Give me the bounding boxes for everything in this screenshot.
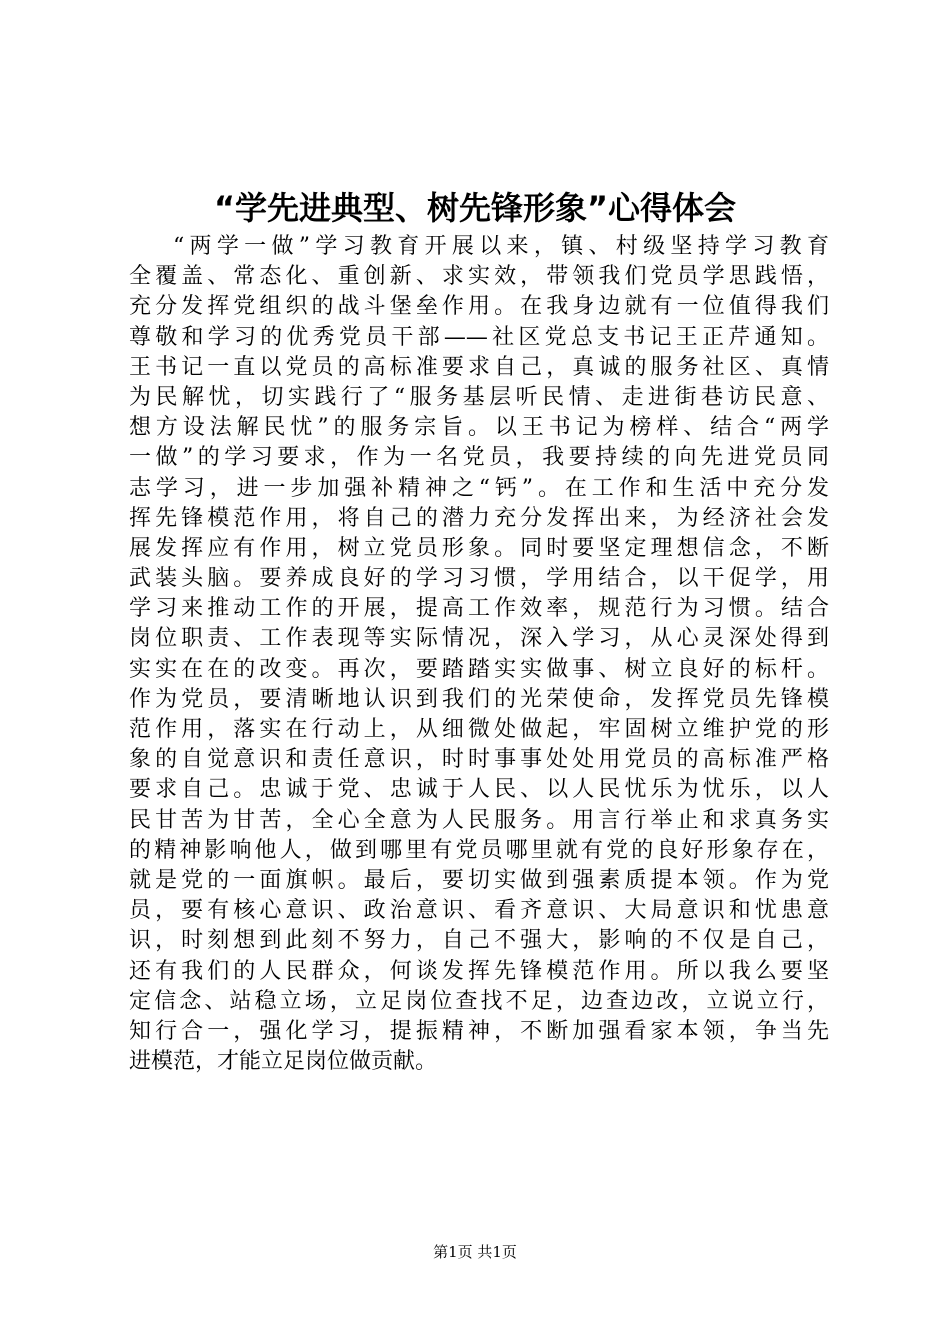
body-line: 作为党员，要清晰地认识到我们的光荣使命，发挥党员先锋模 bbox=[129, 686, 829, 712]
body-line: 武装头脑。要养成良好的学习习惯，学用结合，以干促学，用 bbox=[129, 566, 829, 592]
body-line: 全覆盖、常态化、重创新、求实效，带领我们党员学思践悟， bbox=[129, 264, 829, 290]
body-line: 定信念、站稳立场，立足岗位查找不足，边查边改，立说立行， bbox=[129, 988, 829, 1014]
body-line: 展发挥应有作用，树立党员形象。同时要坚定理想信念，不断 bbox=[129, 535, 829, 561]
body-line: 王书记一直以党员的高标准要求自己，真诚的服务社区、真情 bbox=[129, 354, 829, 380]
body-line: 为民解忧，切实践行了“服务基层听民情、走进街巷访民意、 bbox=[129, 384, 829, 410]
body-line: 想方设法解民忧”的服务宗旨。以王书记为榜样、结合“两学 bbox=[129, 415, 829, 441]
body-line: 挥先锋模范作用，将自己的潜力充分发挥出来，为经济社会发 bbox=[129, 505, 829, 531]
body-line: 学习来推动工作的开展，提高工作效率，规范行为习惯。结合 bbox=[129, 596, 829, 622]
body-line: 员，要有核心意识、政治意识、看齐意识、大局意识和忧患意 bbox=[129, 898, 829, 924]
body-line: 志学习，进一步加强补精神之“钙”。在工作和生活中充分发 bbox=[129, 475, 829, 501]
body-line: 的精神影响他人，做到哪里有党员哪里就有党的良好形象存在， bbox=[129, 837, 829, 863]
body-line: “两学一做”学习教育开展以来，镇、村级坚持学习教育 bbox=[173, 234, 829, 259]
body-line: 还有我们的人民群众，何谈发挥先锋模范作用。所以我么要坚 bbox=[129, 958, 829, 984]
body-line: 民甘苦为甘苦，全心全意为人民服务。用言行举止和求真务实 bbox=[129, 807, 829, 833]
body-line: 象的自觉意识和责任意识，时时事事处处用党员的高标准严格 bbox=[129, 747, 829, 773]
body-line: 实实在在的改变。再次，要踏踏实实做事、树立良好的标杆。 bbox=[129, 656, 829, 682]
body-line: 充分发挥党组织的战斗堡垒作用。在我身边就有一位值得我们 bbox=[129, 294, 829, 320]
body-line: 进模范，才能立足岗位做贡献。 bbox=[129, 1049, 438, 1075]
page-number-footer: 第1页 共1页 bbox=[433, 1243, 517, 1261]
document-body bbox=[129, 232, 829, 1077]
body-line: 就是党的一面旗帜。最后，要切实做到强素质提本领。作为党 bbox=[129, 867, 829, 893]
body-line: 范作用，落实在行动上，从细微处做起，牢固树立维护党的形 bbox=[129, 717, 829, 742]
body-line: 尊敬和学习的优秀党员干部——社区党总支书记王正芹通知。 bbox=[129, 324, 829, 350]
body-line: 一做”的学习要求，作为一名党员，我要持续的向先进党员同 bbox=[129, 445, 829, 471]
body-line: 岗位职责、工作表现等实际情况，深入学习，从心灵深处得到 bbox=[129, 626, 829, 652]
body-line: 识，时刻想到此刻不努力，自己不强大，影响的不仅是自己， bbox=[129, 928, 829, 954]
body-line: 知行合一，强化学习，提振精神，不断加强看家本领，争当先 bbox=[129, 1018, 829, 1044]
document-title: “学先进典型、树先锋形象”心得体会 bbox=[213, 189, 737, 227]
body-line: 要求自己。忠诚于党、忠诚于人民、以人民忧乐为忧乐，以人 bbox=[129, 777, 829, 803]
